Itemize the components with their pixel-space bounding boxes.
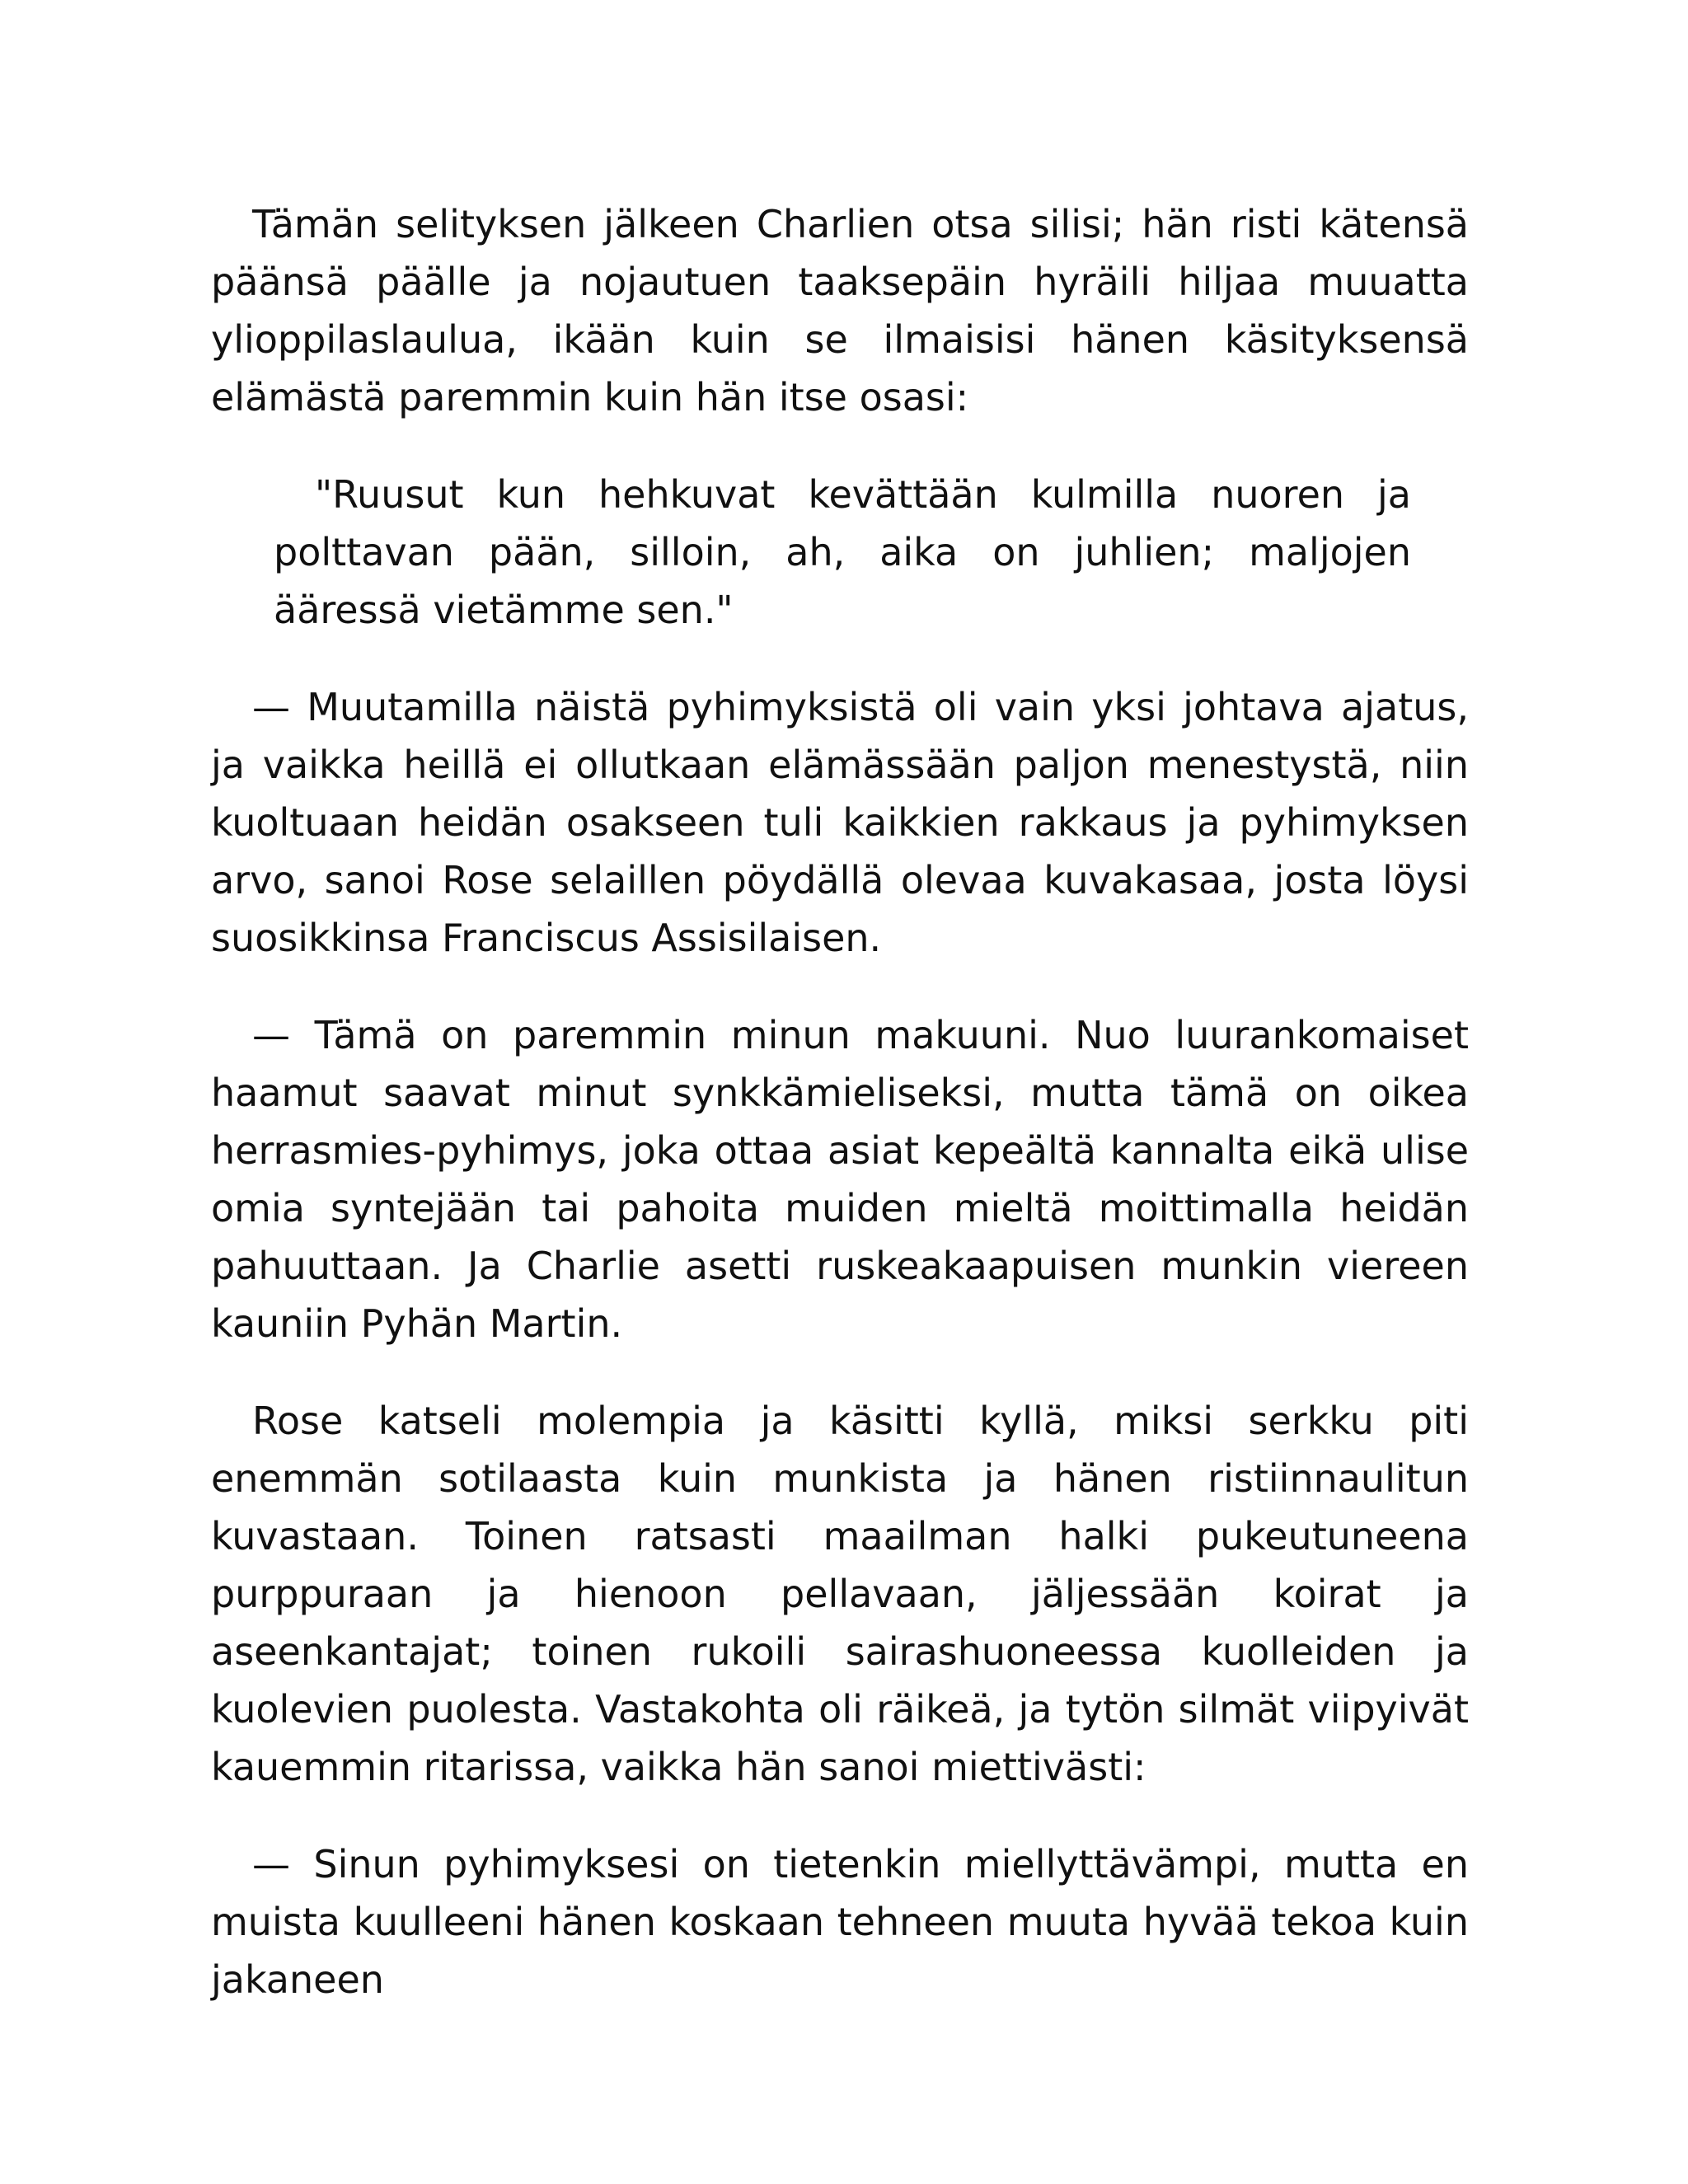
paragraph-3: — Tämä on paremmin minun makuuni. Nuo luurankomaiset haamut saavat minut synkkämieliseksi, mutta tämä on oikea herrasmies-pyhimys, joka ottaa asiat kepeältä kannalta eikä ulise omia syntejään tai pahoita muiden mieltä moittimalla heidän pahuuttaan. Ja Charlie asetti ruskeakaapuisen munkin viereen kauniin Pyhän Martin. (211, 1013, 1469, 1346)
verse-quote (274, 466, 1411, 639)
paragraph-4: Rose katseli molempia ja käsitti kyllä, miksi serkku piti enemmän sotilaasta kuin munkista ja hänen ristiinnaulitun kuvastaan. Toinen ratsasti maailman halki pukeutuneena purppuraan ja hienoon pellavaan, jäljessään koirat ja aseenkantajat; toinen rukoili sairashuoneessa kuolleiden ja kuolevien puolesta. Vastakohta oli räikeä, ja tytön silmät viipyivät kauemmin ritarissa, vaikka hän sanoi miettivästi: (211, 1399, 1469, 1789)
paragraph-5: — Sinun pyhimyksesi on tietenkin miellyttävämpi, mutta en muista kuulleeni hänen koskaan tehneen muuta hyvää tekoa kuin jakaneen (211, 1842, 1469, 2002)
paragraph-2: — Muutamilla näistä pyhimyksistä oli vain yksi johtava ajatus, ja vaikka heillä ei ollutkaan elämässään paljon menestystä, niin kuoltuaan heidän osakseen tuli kaikkien rakkaus ja pyhimyksen arvo, sanoi Rose selaillen pöydällä olevaa kuvakasaa, josta löysi suosikkinsa Franciscus Assisilaisen. (211, 685, 1469, 960)
verse-text: "Ruusut kun hehkuvat kevättään kulmilla nuoren ja polttavan pään, silloin, ah, aika on juhlien; maljojen ääressä vietämme sen." (274, 472, 1411, 632)
paragraph-1: Tämän selityksen jälkeen Charlien otsa silisi; hän risti kätensä päänsä päälle ja nojautuen taaksepäin hyräili hiljaa muuatta ylioppilaslaulua, ikään kuin se ilmaisisi hänen käsityksensä elämästä paremmin kuin hän itse osasi: (211, 202, 1469, 419)
document-page (211, 195, 1469, 2048)
